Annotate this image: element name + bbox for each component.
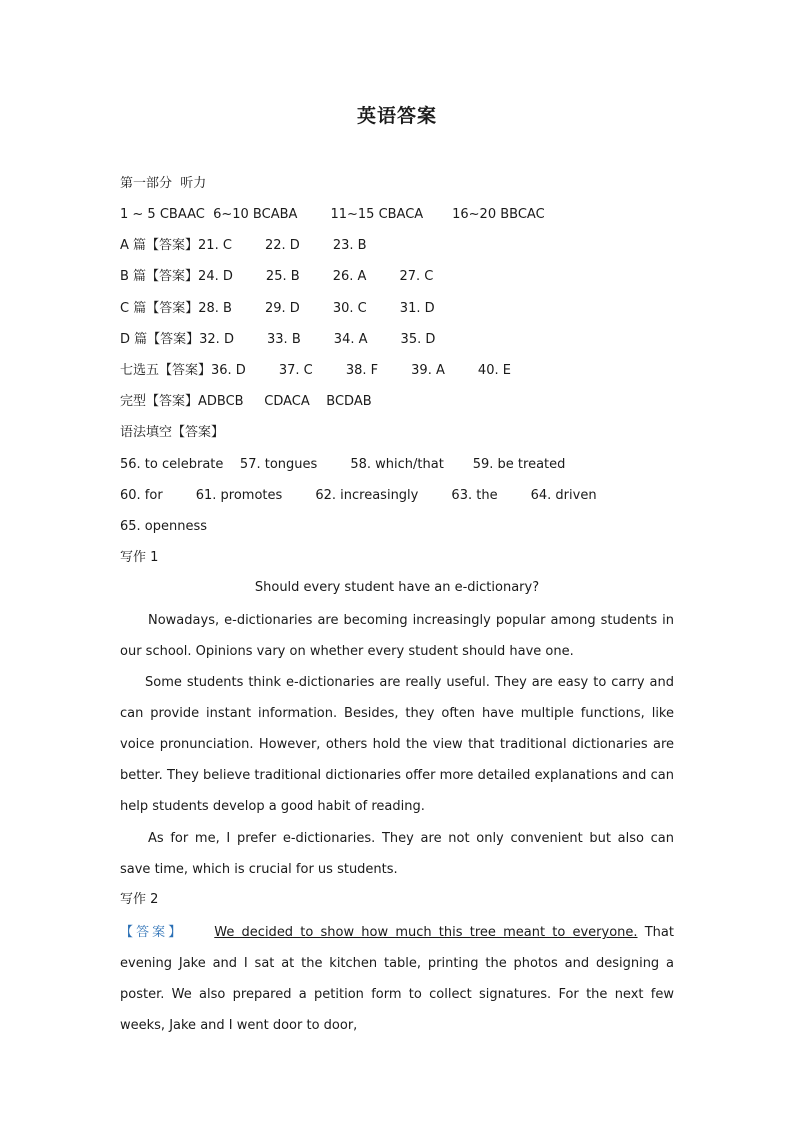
cloze-answers: 完型【答案】ADBCB CDACA BCDAB	[120, 394, 372, 409]
essay-paragraph-1: Nowadays, e-dictionaries are becoming increasingly popular among students in our school. Opinions vary on whether every student should have one.	[120, 613, 674, 659]
essay-title: Should every student have an e-dictionary?	[254, 580, 540, 595]
reading-a-answers: A 篇【答案】21. C 22. D 23. B	[120, 238, 367, 253]
page-title: 英语答案	[356, 105, 437, 127]
grammar-heading: 语法填空【答案】	[120, 425, 225, 440]
listening-answers: 1 ~ 5 CBAAC 6~10 BCABA 11~15 CBACA 16~20 BBCAC	[120, 207, 545, 222]
reading-d-answers: D 篇【答案】32. D 33. B 34. A 35. D	[120, 332, 436, 347]
writing2-heading: 写作 2	[120, 892, 159, 907]
underlined-sentence: We decided to show how much this tree meant to everyone.	[214, 925, 638, 940]
reading-c-answers: C 篇【答案】28. B 29. D 30. C 31. D	[120, 301, 435, 316]
listening-heading: 第一部分 听力	[120, 176, 207, 191]
reading-b-answers: B 篇【答案】24. D 25. B 26. A 27. C	[120, 269, 434, 284]
essay-paragraph-3: As for me, I prefer e-dictionaries. They are not only convenient but also can save time, which is crucial for us students.	[120, 831, 674, 877]
grammar-answers-line2: 60. for 61. promotes 62. increasingly 63. the 64. driven	[120, 488, 597, 503]
writing1-heading: 写作 1	[120, 550, 159, 565]
grammar-answers-line1: 56. to celebrate 57. tongues 58. which/that 59. be treated	[120, 457, 566, 472]
writing2-continuation: That evening Jake and I sat at the kitchen table, printing the photos and designing a poster. We also prepared a petition form to collect signatures. For the next few weeks, Jake and I went door to door,	[120, 925, 674, 1033]
writing2-answer	[120, 917, 674, 1041]
answer-tag: 【答案】	[120, 925, 185, 940]
essay-paragraph-2: Some students think e-dictionaries are really useful. They are easy to carry and can provide instant information. Besides, they often have multiple functions, like voice pronunciation. However, others hold the view that traditional dictionaries are better. They believe traditional dictionaries offer more detailed explanations and can help students develop a good habit of reading.	[120, 675, 674, 814]
grammar-answers-line3: 65. openness	[120, 519, 208, 534]
seven-choose-five-answers: 七选五【答案】36. D 37. C 38. F 39. A 40. E	[120, 363, 511, 378]
